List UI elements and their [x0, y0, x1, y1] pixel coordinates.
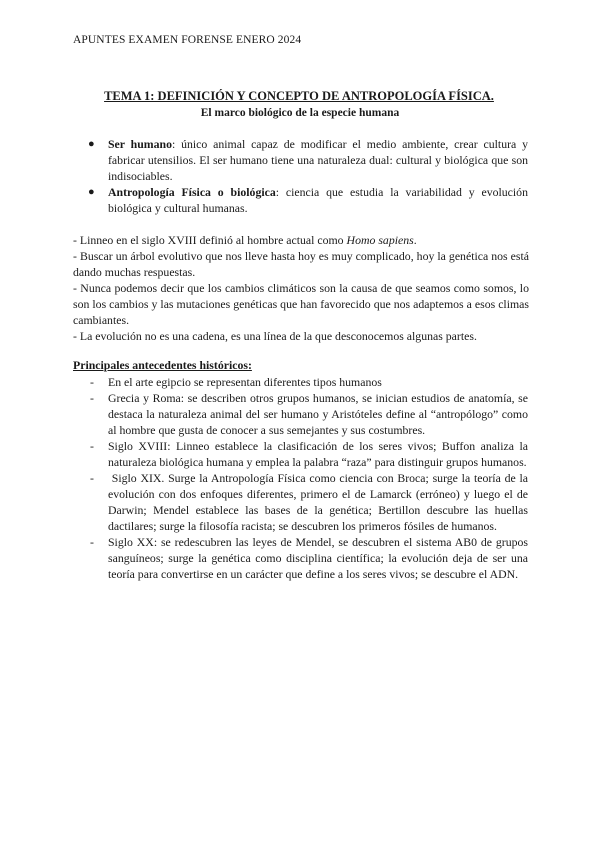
list-item	[80, 438, 528, 470]
title-block	[0, 88, 600, 121]
section-heading: Principales antecedentes históricos:	[73, 358, 252, 372]
bullet-icon: ●	[88, 186, 95, 198]
history-text: Siglo XIX. Surge la Antropología Física como ciencia con Broca; surge la teoría de la evolución con dos enfoques diferentes, primero el de Lamarck (erróneo) y luego el de Darwin; Mendel establece las bases de la genética; Bertillon descubre las huellas dactilares; surge la filosofía racista; se descubren los primeros fósiles de humanos.	[108, 471, 531, 533]
dash-icon: -	[90, 375, 94, 389]
document-header: APUNTES EXAMEN FORENSE ENERO 2024	[73, 34, 302, 46]
page-title: TEMA 1: DEFINICIÓN Y CONCEPTO DE ANTROPOLOGÍA FÍSICA.	[104, 89, 494, 103]
definition-term: Antropología Física o biológica	[108, 185, 276, 199]
note-paragraph	[73, 248, 529, 280]
note-paragraph	[73, 280, 529, 328]
definitions-list	[80, 136, 528, 216]
history-text: Siglo XX: se redescubren las leyes de Mendel, se descubren el sistema AB0 de grupos sanguíneos; surge la genética como disciplina científica; la evolución deja de ser una teoría para convertirse en un carácter que define a los seres vivos; se descubre el ADN.	[108, 535, 528, 581]
species-name: Homo sapiens	[346, 233, 414, 247]
note-text: - Buscar un árbol evolutivo que nos lleve hasta hoy es muy complicado, hoy la genética nos está dando muchas respuestas.	[73, 249, 529, 279]
list-item	[80, 136, 528, 184]
bullet-icon: ●	[88, 138, 95, 150]
list-item	[80, 374, 528, 390]
note-text-end: .	[413, 233, 417, 247]
definition-term: Ser humano	[108, 137, 172, 151]
definition-text: : ciencia que estudia la variabilidad y evolución biológica y cultural humanas.	[108, 185, 528, 215]
note-text: - Nunca podemos decir que los cambios climáticos son la causa de que seamos como somos, lo son los cambios y las mutaciones genéticas que han favorecido que nos adaptemos a esos climas cambiantes.	[73, 281, 529, 327]
note-paragraph	[73, 232, 529, 248]
note-text: - Linneo en el siglo XVIII definió al hombre actual como	[73, 233, 347, 247]
history-text: Siglo XVIII: Linneo establece la clasificación de los seres vivos; Buffon analiza la naturaleza biológica humana y emplea la palabra “raza” para distinguir grupos humanos.	[108, 439, 528, 469]
list-item	[80, 390, 528, 438]
dash-icon: -	[90, 391, 94, 405]
intro-notes	[73, 232, 529, 344]
definition-text: : único animal capaz de modificar el medio ambiente, crear cultura y fabricar utensilios. El ser humano tiene una naturaleza dual: cultural y biológica que son indisociables.	[108, 137, 529, 183]
history-list	[80, 374, 531, 582]
list-item	[80, 184, 528, 216]
note-paragraph	[73, 328, 529, 344]
list-item	[80, 470, 531, 534]
history-text: Grecia y Roma: se describen otros grupos humanos, se inician estudios de anatomía, se destaca la naturaleza animal del ser humano y Aristóteles define al “antropólogo” como al hombre que gusta de conocer a sus semejantes y sus costumbres.	[108, 391, 528, 437]
page-subtitle: El marco biológico de la especie humana	[200, 107, 400, 119]
dash-icon: -	[90, 471, 94, 485]
note-text: - La evolución no es una cadena, es una línea de la que desconocemos algunas partes.	[73, 329, 477, 343]
dash-icon: -	[90, 535, 94, 549]
list-item	[80, 534, 528, 582]
history-text: En el arte egipcio se representan diferentes tipos humanos	[108, 375, 382, 389]
dash-icon: -	[90, 439, 94, 453]
